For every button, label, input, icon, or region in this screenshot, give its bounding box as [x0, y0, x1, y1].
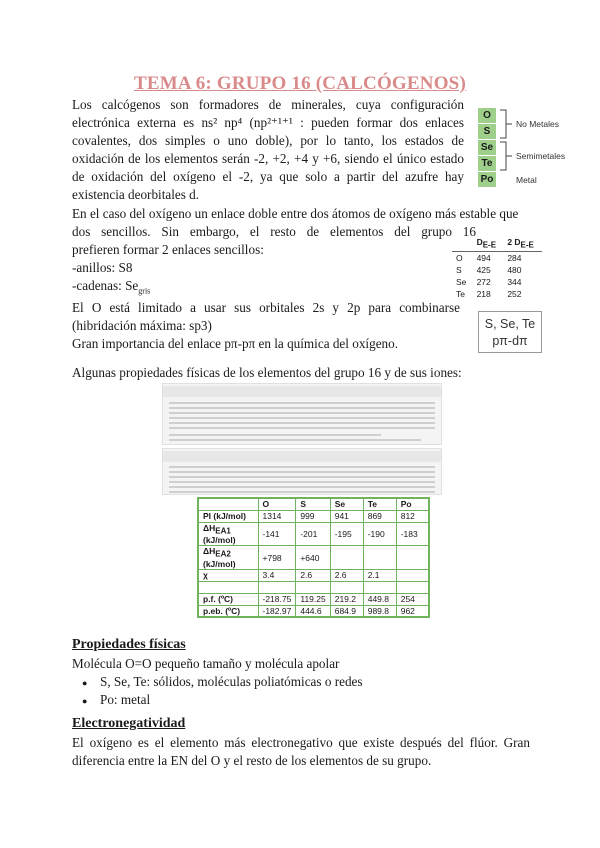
table-row — [198, 581, 429, 593]
intro-line: covalentes, dos simples o uno doble), por lo tanto, los estados de — [72, 133, 464, 148]
table-row: Se 272 344 — [456, 276, 522, 287]
table-row: S 425 480 — [456, 264, 522, 275]
pd-bond-box — [478, 311, 542, 353]
table-row: p.f. (ºC) -218.75 119.25 219.2 449.8 254 — [198, 593, 429, 605]
intro-line: electrónica externa es ns² np⁴ (np²⁺¹⁺¹ : pueden formar dos enlaces — [72, 115, 464, 130]
reference-table-image-1 — [162, 383, 442, 445]
intro-line: existencia deorbitales d. — [72, 187, 200, 202]
orbitals-line: (hibridación máxima: sp3) — [72, 318, 212, 333]
pd-box-bond: pπ-dπ — [492, 334, 528, 348]
electroneg-line: El oxígeno es el elemento más electronegativo que existe después del flúor. Gran — [72, 735, 530, 750]
bond-line: En el caso del oxígeno un enlace doble entre dos átomos de oxígeno más estable que — [72, 206, 519, 221]
table-row: O 494 284 — [456, 252, 522, 263]
reference-table-image-2 — [162, 448, 442, 495]
element-te: Te — [478, 156, 496, 171]
oxygen-bond-paragraph-2 — [72, 223, 476, 301]
page-title: TEMA 6: GRUPO 16 (CALCÓGENOS) — [134, 73, 466, 94]
element-po: Po — [478, 172, 496, 187]
orbitals-line: Gran importancia del enlace pπ-pπ en la química del oxígeno. — [72, 336, 399, 351]
class-semimetal: Semimetales — [516, 151, 566, 161]
physical-heading: Propiedades físicas — [72, 637, 186, 652]
list-item: ● Po: metal — [72, 691, 532, 709]
rings-label: -anillos: S8 — [72, 260, 133, 275]
intro-line: oxidación de los elementos serán -2, +2, +4 y +6, siendo el único estado — [72, 151, 464, 166]
orbitals-paragraph — [72, 299, 460, 353]
element-o: O — [478, 108, 496, 123]
element-se: Se — [478, 140, 496, 155]
physical-bullets — [72, 673, 532, 709]
table-row: Te 218 252 — [456, 288, 522, 299]
physical-line: Molécula O=O pequeño tamaño y molécula apolar — [72, 656, 340, 671]
element-s: S — [478, 124, 496, 139]
electroneg-paragraph — [72, 734, 530, 770]
table-row: p.eb. (ºC) -182.97 444.6 684.9 989.8 962 — [198, 605, 429, 617]
group-figure — [478, 108, 588, 188]
orbitals-line: El O está limitado a usar sus orbitales 2s y 2p para combinarse — [72, 300, 460, 315]
bond-line: prefieren formar 2 enlaces sencillos: — [72, 242, 264, 257]
table-header: O S Se Te Po — [198, 498, 429, 510]
electroneg-line: diferencia entre la EN del O y el resto de los elementos de su grupo. — [72, 753, 432, 768]
table-row: PI (kJ/mol) 1314 999 941 869 812 — [198, 510, 429, 522]
bracket-icon — [498, 108, 518, 188]
bond-line: dos sencillos. Sin embargo, el resto de elementos del grupo 16 — [72, 224, 476, 239]
intro-line: de oxidación del oxígeno el -2, ya que solo a partir del azufre hay — [72, 169, 464, 184]
table-row: $\Delta H_{EA2}$ (kJ/mol) +798 +640 — [198, 546, 429, 570]
table-row: χ 3.4 2.6 2.6 2.1 — [198, 569, 429, 581]
pd-box-elements: S, Se, Te — [484, 317, 536, 331]
table-row: $\Delta H_{EA1}$ (kJ/mol) -141 -201 -195 -190 -183 — [198, 522, 429, 546]
oxygen-bond-paragraph — [72, 205, 530, 223]
properties-table — [197, 497, 430, 618]
physical-section — [72, 655, 532, 709]
props-intro: Algunas propiedades físicas de los elementos del grupo 16 y de sus iones: — [72, 365, 462, 380]
class-metal: Metal — [516, 175, 537, 185]
class-nonmetal: No Metales — [516, 119, 559, 129]
table-header: $D_{E-E}$ 2 $D_{E-E}$ — [452, 236, 542, 251]
chains-label: -cadenas: $Se_{gris}$ — [72, 278, 151, 296]
electroneg-heading: Electronegatividad — [72, 716, 186, 731]
list-item: ● S, Se, Te: sólidos, moléculas poliatómicas o redes — [72, 673, 532, 691]
bond-energy-table — [452, 236, 542, 300]
intro-line: Los calcógenos son formadores de minerales, cuya configuración — [72, 97, 464, 112]
intro-paragraph — [72, 96, 464, 204]
